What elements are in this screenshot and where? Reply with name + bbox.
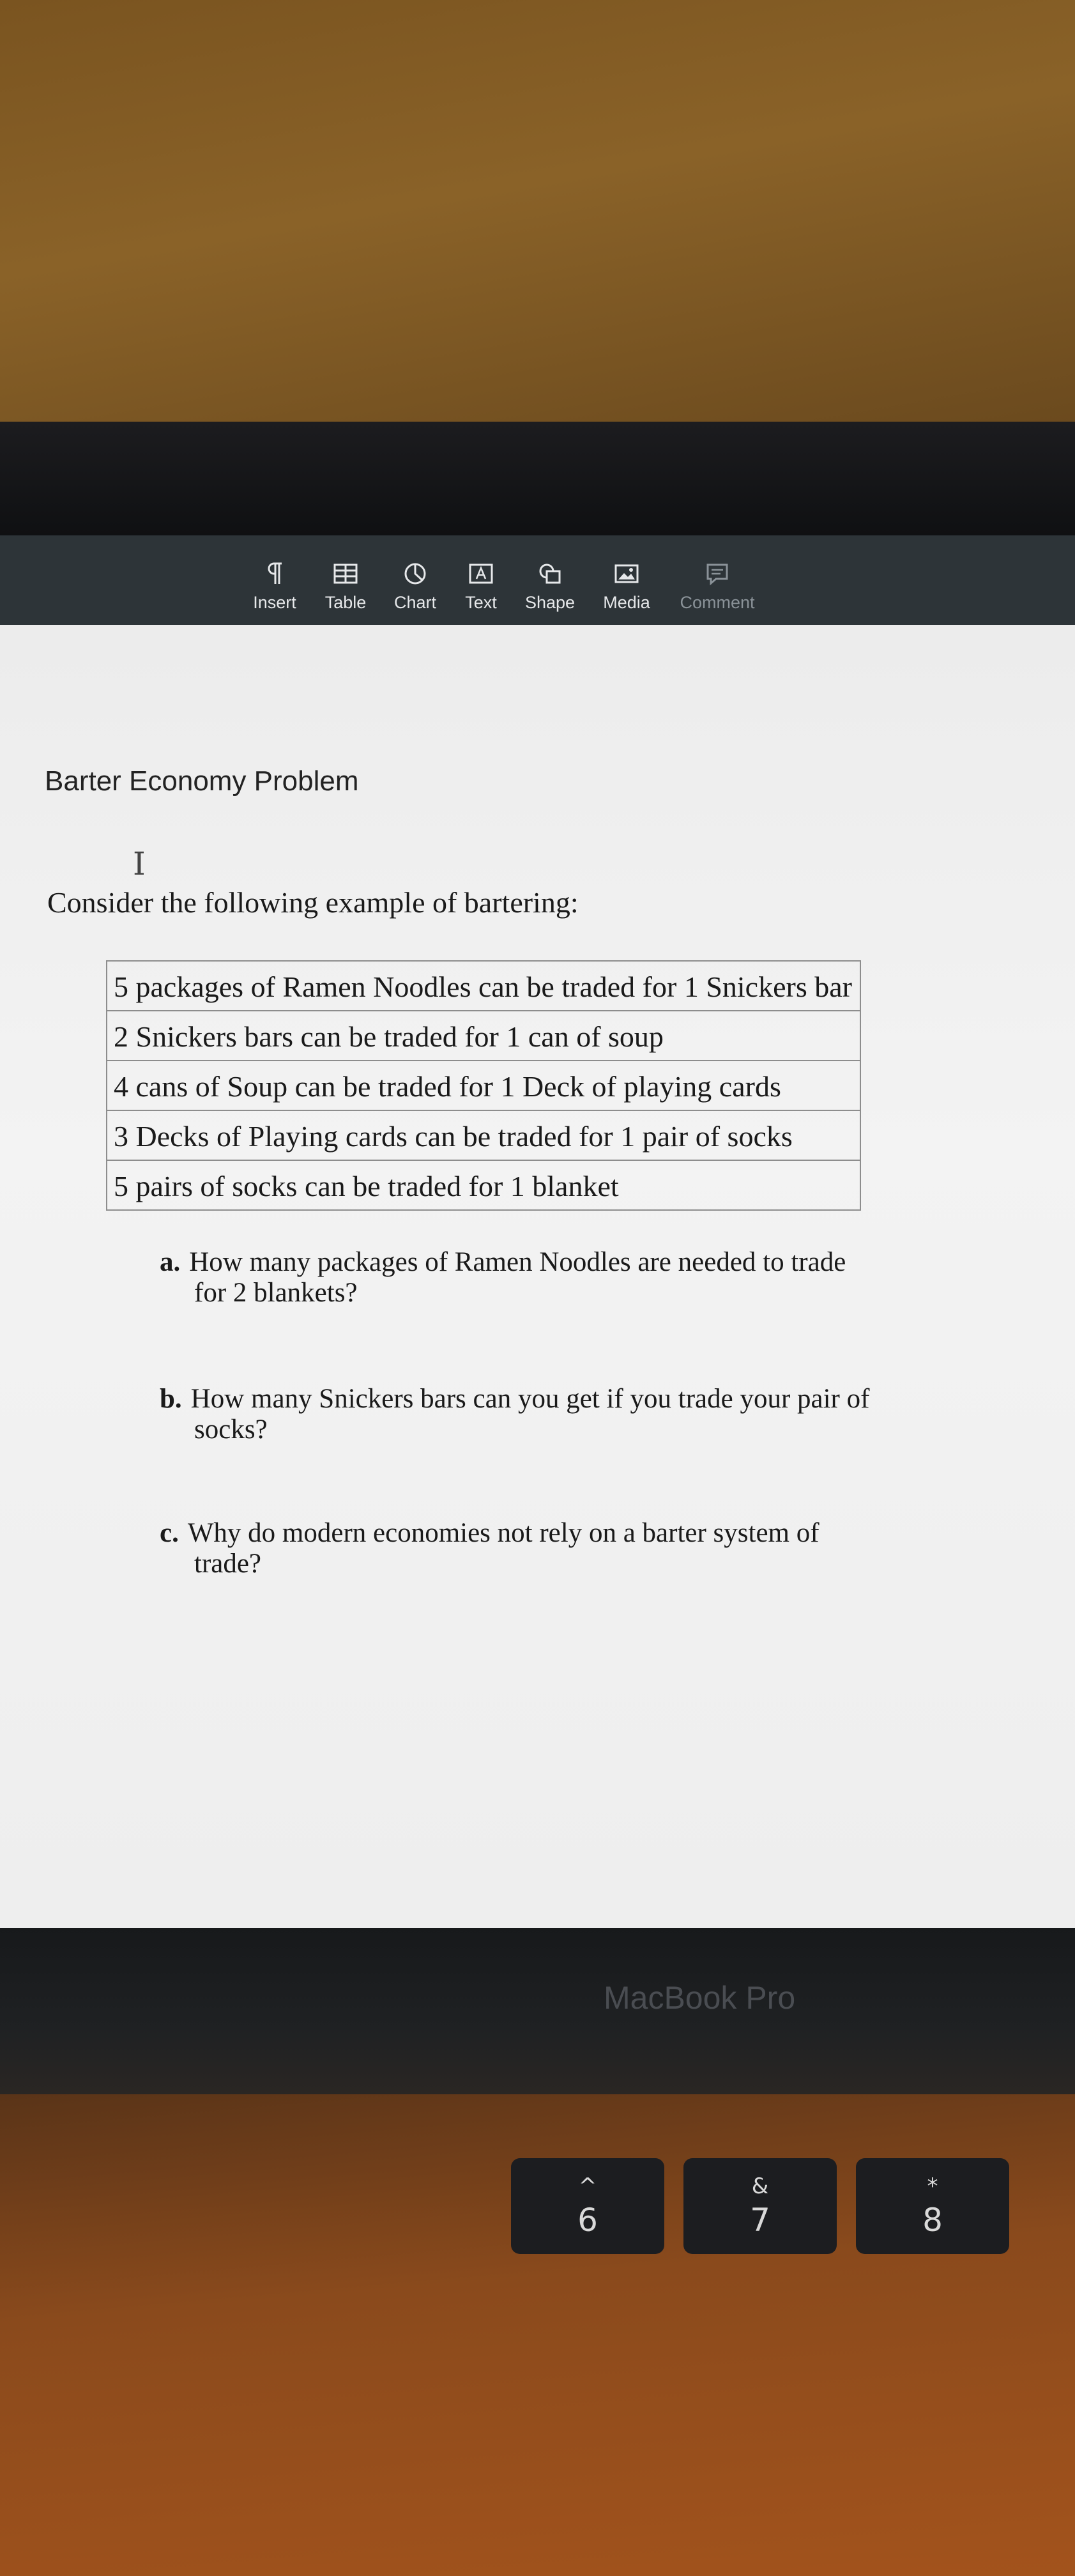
comment-icon (705, 561, 730, 586)
background-wall (0, 0, 1075, 422)
toolbar-comment-button[interactable] (676, 561, 759, 613)
question-c-line2: trade? (194, 1549, 262, 1579)
key-8[interactable] (856, 2158, 1009, 2254)
barter-table (106, 960, 861, 1211)
question-b (160, 1384, 869, 1445)
table-row (107, 1061, 860, 1110)
key-6-symbol: ^ (578, 2174, 597, 2199)
intro-text: Consider the following example of bartering: (47, 886, 579, 919)
question-a-line1: How many packages of Ramen Noodles are needed to trade (189, 1247, 846, 1277)
keyboard-area (0, 2094, 1075, 2576)
table-row (107, 1110, 860, 1160)
toolbar (0, 535, 1075, 625)
table-cell: 2 Snickers bars can be traded for 1 can of soup (107, 1011, 860, 1061)
toolbar-text-label: Text (465, 593, 497, 612)
lower-bezel (0, 1928, 1075, 2094)
toolbar-media-label: Media (603, 593, 650, 612)
question-a-line2: for 2 blankets? (194, 1278, 358, 1308)
screen-bezel (0, 422, 1075, 537)
table-cell: 4 cans of Soup can be traded for 1 Deck of playing cards (107, 1061, 860, 1110)
question-c (160, 1518, 820, 1579)
toolbar-comment-label: Comment (680, 593, 755, 612)
toolbar-shape-button[interactable] (508, 561, 591, 613)
text-box-icon (468, 561, 494, 586)
chart-icon (402, 561, 428, 586)
question-a (160, 1247, 846, 1308)
toolbar-media-button[interactable] (585, 561, 668, 613)
question-a-label: a. (160, 1247, 181, 1277)
table-icon (333, 561, 358, 586)
pilcrow-icon (265, 561, 284, 586)
key-8-digit: 8 (922, 2202, 943, 2239)
table-row (107, 1011, 860, 1061)
media-icon (614, 561, 639, 586)
question-c-line1: Why do modern economies not rely on a barter system of (187, 1518, 820, 1548)
table-cell: 5 packages of Ramen Noodles can be traded for 1 Snickers bar (107, 961, 860, 1011)
text-cursor-icon: I (133, 845, 146, 882)
question-c-label: c. (160, 1518, 179, 1548)
key-6-digit: 6 (577, 2202, 598, 2239)
question-b-line2: socks? (194, 1414, 268, 1445)
shape-icon (537, 561, 563, 586)
key-8-symbol: * (927, 2174, 938, 2199)
toolbar-insert-label: Insert (253, 593, 296, 612)
key-7-symbol: & (751, 2174, 769, 2199)
document-page[interactable] (0, 625, 1075, 1928)
toolbar-table-label: Table (324, 593, 367, 612)
table-row (107, 1160, 860, 1210)
key-7-digit: 7 (750, 2202, 770, 2239)
toolbar-shape-label: Shape (524, 593, 576, 612)
table-cell: 5 pairs of socks can be traded for 1 blanket (107, 1160, 860, 1210)
table-cell: 3 Decks of Playing cards can be traded for 1 pair of socks (107, 1110, 860, 1160)
laptop-brand-label: MacBook Pro (604, 1980, 796, 2016)
table-row (107, 961, 860, 1011)
question-b-line1: How many Snickers bars can you get if you trade your pair of (190, 1384, 870, 1414)
toolbar-chart-label: Chart (393, 593, 437, 612)
document-title: Barter Economy Problem (45, 765, 359, 797)
question-b-label: b. (160, 1384, 182, 1414)
key-7[interactable] (683, 2158, 837, 2254)
key-6[interactable] (511, 2158, 664, 2254)
